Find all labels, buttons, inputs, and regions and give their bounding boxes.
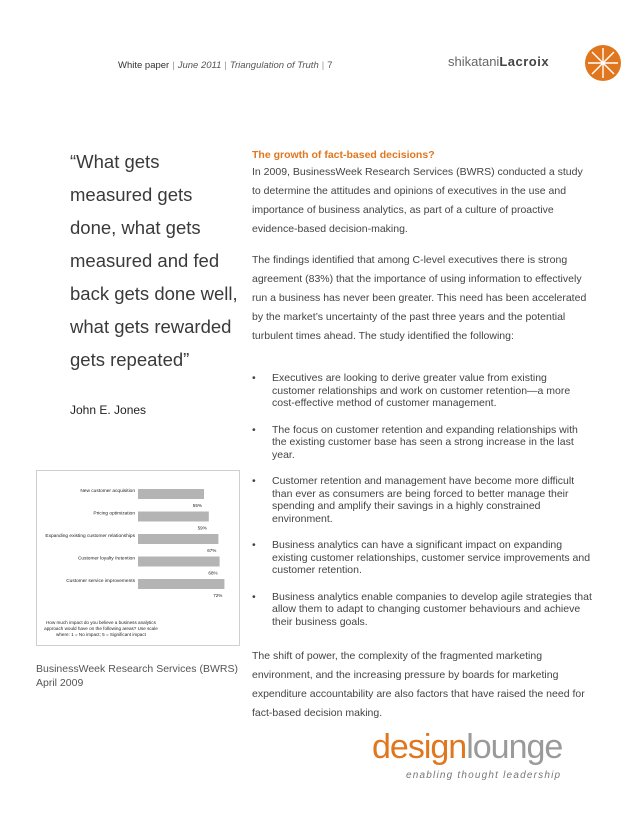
bar-chart xyxy=(37,471,239,616)
bullet: • xyxy=(252,590,256,603)
category-label: Expanding existing customer relationships xyxy=(45,534,135,539)
list-item-text: Business analytics can have a significant impact on expanding existing customer relationships, customer service improvements and customer retention. xyxy=(272,539,591,576)
caption-word: Research xyxy=(108,663,154,675)
paragraph: The findings identified that among C-level executives there is strong agreement (83%) that the importance of using information to effectively run a business has never been greater. This need has been accelerated by the market’s uncertainty of the past three years and the potential turbulent times ahead. The study identified the following: xyxy=(252,254,587,342)
list-item xyxy=(252,591,592,629)
pull-quote: “What gets measured gets done, what gets measured and fed back gets done well, what gets rewarded gets repeated” xyxy=(70,151,238,370)
list-item xyxy=(252,539,592,577)
bullet: • xyxy=(252,475,256,487)
bar xyxy=(138,512,209,522)
bar xyxy=(138,534,218,544)
article-intro xyxy=(252,148,592,358)
bar-value-label: 72% xyxy=(213,593,223,598)
brand-starburst-icon xyxy=(584,44,622,82)
caption-word: Services xyxy=(156,663,197,675)
bullet: • xyxy=(252,372,256,384)
caption-date: April 2009 xyxy=(36,677,84,689)
quote-author: John E. Jones xyxy=(70,403,147,417)
chart-caption xyxy=(36,662,238,690)
bullet: • xyxy=(252,539,256,551)
doc-title: Triangulation of Truth xyxy=(229,60,319,71)
doc-date: June 2011 xyxy=(177,60,222,71)
list-item-text: Executives are looking to derive greater value from existing customer relationships and work on customer retention—a more cost-effective method of customer management. xyxy=(272,372,571,409)
list-item xyxy=(252,372,592,410)
category-label: Pricing optimization xyxy=(93,511,135,517)
bar-value-label: 59% xyxy=(197,525,207,531)
bar xyxy=(138,489,204,499)
bar-value-label: 67% xyxy=(207,548,217,553)
caption-word: BusinessWeek xyxy=(36,663,106,675)
caption-word: (BWRS) xyxy=(199,663,238,675)
list-item-text: Customer retention and management have become more difficult than ever as consumers are being forced to better manage their spending and amplify their savings in a highly constrained environment. xyxy=(272,475,575,525)
brand-name-first: shikatani xyxy=(448,54,500,69)
survey-chart xyxy=(36,470,240,646)
chart-note: How much impact do you believe a business analytics approach would have on the following areas? Use scale where: 1 = No impact; 5 = Significant impact xyxy=(44,620,158,637)
logo-tagline: enabling thought leadership xyxy=(406,770,562,781)
bullet: • xyxy=(252,423,256,436)
brand-logo xyxy=(448,44,628,84)
category-label: Customer service improvements xyxy=(66,579,135,584)
category-label: New customer acquisition xyxy=(80,489,135,494)
closing-paragraph: The shift of power, the complexity of the fragmented marketing environment, and the increasing pressure by boards for marketing expenditure accountability are also factors that have raised the need for fact-based decision making. xyxy=(252,650,585,719)
page-number: 7 xyxy=(327,60,333,71)
list-item xyxy=(252,475,592,525)
bar xyxy=(138,579,224,589)
section-heading: The growth of fact-based decisions? xyxy=(252,149,435,161)
list-item-text: Business analytics enable companies to develop agile strategies that allow them to adapt to changing customer behaviours and achieve their business goals. xyxy=(272,590,592,628)
bar xyxy=(138,557,220,567)
logo-word-design: design xyxy=(372,728,467,766)
list-item-text: The focus on customer retention and expanding relationships with the existing customer base has seen a strong increase in the last year. xyxy=(272,423,578,461)
designlounge-logo xyxy=(372,728,592,788)
header-meta: White paper | June 2011 | Triangulation of Truth | 7 xyxy=(118,60,333,71)
bar-value-label: 68% xyxy=(208,570,218,576)
doc-type: White paper xyxy=(118,60,170,71)
bar-value-label: 55% xyxy=(192,503,202,508)
paragraph: In 2009, BusinessWeek Research Services (BWRS) conducted a study to determine the attitudes and opinions of executives in the use and importance of business analytics, as part of a culture of proactive evidence-based decision-making. xyxy=(252,166,583,235)
list-item xyxy=(252,424,592,462)
logo-word-lounge: lounge xyxy=(466,728,563,766)
category-label: Customer loyalty /retention xyxy=(77,556,135,562)
findings-list xyxy=(252,372,592,642)
brand-name-second: Lacroix xyxy=(499,54,550,69)
